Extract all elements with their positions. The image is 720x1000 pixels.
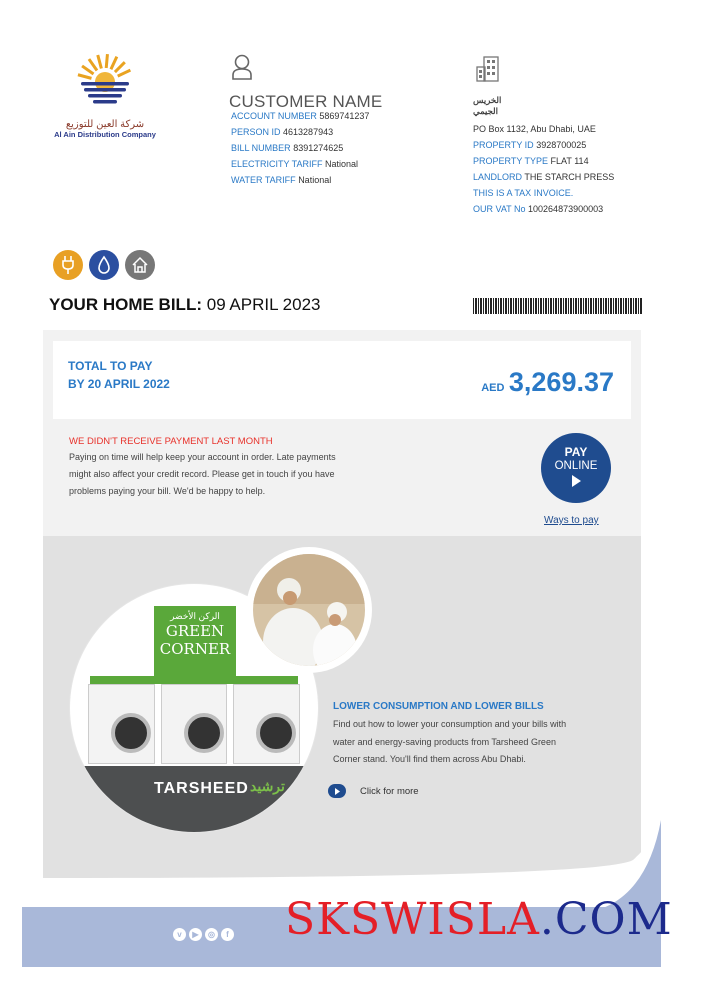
- click-for-more-label: Click for more: [360, 785, 419, 797]
- tarsheed-brand: TARSHEED: [154, 780, 249, 797]
- drop-icon: [89, 250, 119, 280]
- social-icons: [173, 928, 234, 941]
- company-name-en: Al Ain Distribution Company: [54, 130, 156, 139]
- property-name-line2: الجيمي: [473, 106, 499, 116]
- watermark: SKSWISLA.COM: [285, 894, 673, 945]
- amount-value: 3,269.37: [508, 367, 614, 397]
- vat-row: OUR VAT No 100264873900003: [473, 204, 604, 214]
- electricity-tariff-row: ELECTRICITY TARIFF National: [231, 159, 359, 169]
- play-icon: [569, 474, 583, 488]
- total-box: [53, 341, 631, 419]
- washing-machine: [161, 684, 228, 764]
- family-photo-image: [253, 554, 365, 666]
- green-corner-sign: الركن الأخضر GREEN CORNER: [154, 606, 236, 676]
- green-shelf: [90, 676, 298, 684]
- tarsheed-brand-ar: ترشيد: [250, 778, 285, 794]
- company-logo-mark: [50, 52, 160, 114]
- property-id-row: PROPERTY ID 3928700025: [473, 140, 587, 150]
- currency-label: AED: [481, 382, 505, 394]
- ways-to-pay-link[interactable]: Ways to pay: [544, 515, 599, 526]
- home-icon: [125, 250, 155, 280]
- play-circle-icon: [328, 784, 346, 798]
- payment-warning-title: WE DIDN'T RECEIVE PAYMENT LAST MONTH: [69, 436, 273, 447]
- barcode: [473, 298, 643, 314]
- utility-icons: [53, 250, 155, 280]
- drop-glyph: [97, 255, 111, 275]
- person-id-row: PERSON ID 4613287943: [231, 127, 334, 137]
- instagram-icon[interactable]: ◎: [205, 928, 218, 941]
- person-icon: [231, 54, 253, 80]
- youtube-icon[interactable]: ▶: [189, 928, 202, 941]
- washing-machines: [88, 684, 300, 764]
- bill-heading-label: YOUR HOME BILL:: [49, 295, 202, 314]
- tax-invoice-note: THIS IS A TAX INVOICE.: [473, 188, 574, 198]
- promo-text: Find out how to lower your consumption and your bills with water and energy-saving products from Tarsheed Green Corner stand. You'll find them across Abu Dhabi.: [333, 719, 567, 764]
- payment-warning-text: Paying on time will help keep your account in order. Late payments might also affect your credit record. Please get in touch if you have problems paying your bill. We'd be happy to help.: [69, 452, 336, 496]
- landlord-row: LANDLORD THE STARCH PRESS: [473, 172, 615, 182]
- customer-details: [231, 108, 369, 188]
- company-name-ar: شركة العين للتوزيع: [65, 119, 145, 130]
- property-details: [473, 95, 614, 217]
- tarsheed-banner: [70, 766, 318, 832]
- property-name-line1: الخريس: [473, 95, 502, 105]
- plug-glyph: [60, 255, 76, 275]
- vimeo-icon[interactable]: v: [173, 928, 186, 941]
- home-glyph: [131, 256, 149, 274]
- promo-title: LOWER CONSUMPTION AND LOWER BILLS: [333, 701, 544, 712]
- company-logo: [50, 52, 160, 139]
- total-amount: [481, 367, 614, 398]
- property-type-row: PROPERTY TYPE FLAT 114: [473, 156, 589, 166]
- washing-machine: [88, 684, 155, 764]
- account-number-row: ACCOUNT NUMBER 5869741237: [231, 111, 370, 121]
- click-for-more-link[interactable]: [328, 784, 419, 798]
- customer-name: CUSTOMER NAME: [229, 92, 383, 111]
- building-icon: [475, 55, 501, 83]
- water-tariff-row: WATER TARIFF National: [231, 175, 332, 185]
- family-photo: [246, 547, 372, 673]
- plug-icon: [53, 250, 83, 280]
- bill-number-row: BILL NUMBER 8391274625: [231, 143, 344, 153]
- facebook-icon[interactable]: f: [221, 928, 234, 941]
- bill-heading: [49, 295, 320, 315]
- property-address: PO Box 1132, Abu Dhabi, UAE: [473, 124, 596, 134]
- bill-date: 09 APRIL 2023: [206, 295, 321, 314]
- pay-online-button[interactable]: PAY ONLINE: [541, 433, 611, 503]
- total-label: TOTAL TO PAY BY 20 APRIL 2022: [68, 359, 170, 391]
- washing-machine: [233, 684, 300, 764]
